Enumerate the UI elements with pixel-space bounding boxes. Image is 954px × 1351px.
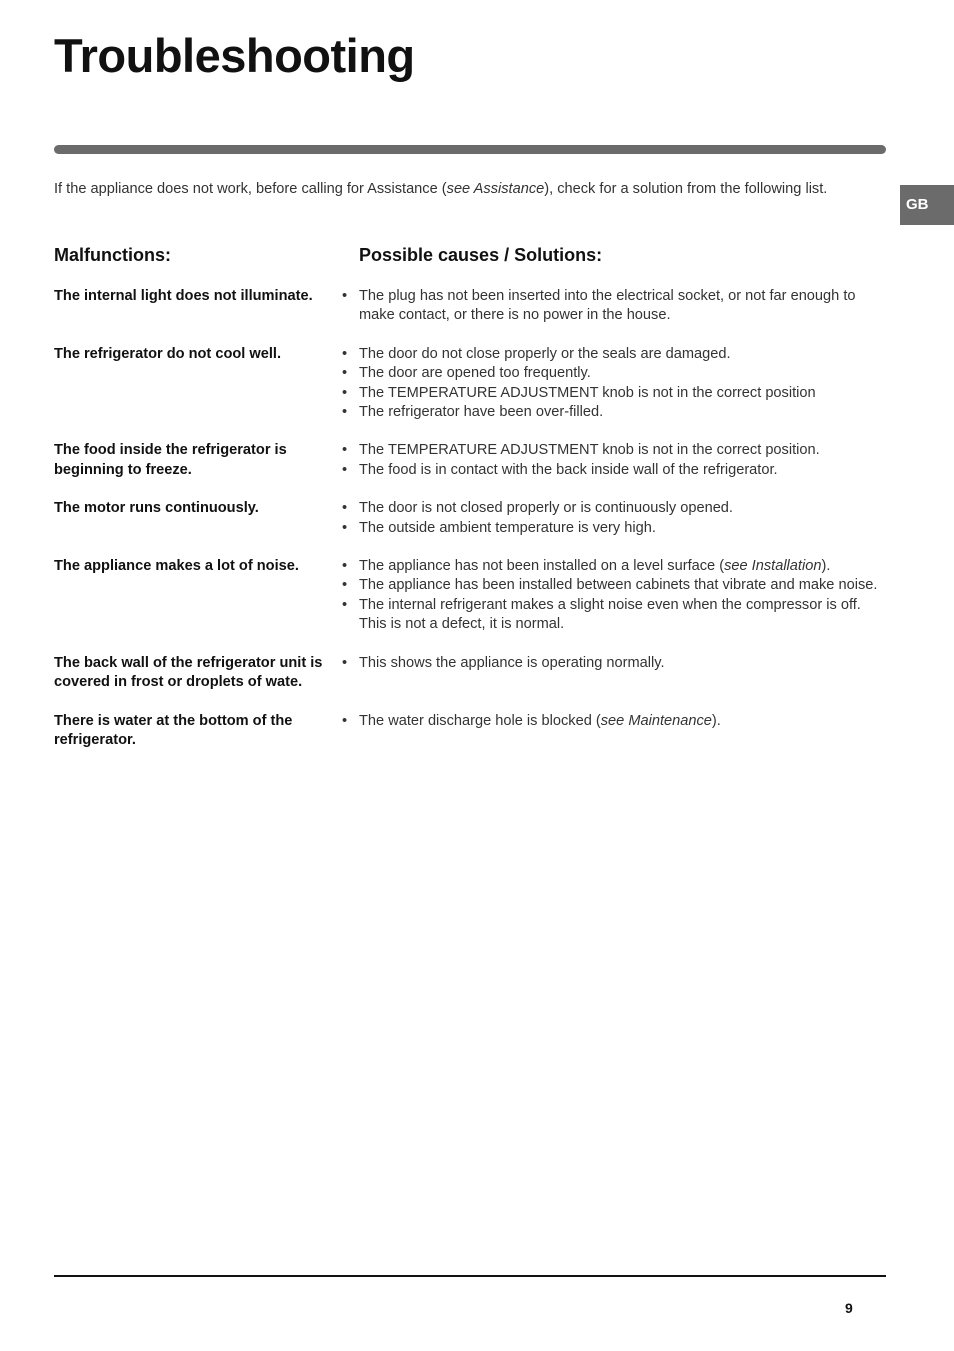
language-tab: GB	[900, 185, 954, 225]
cause-text: This shows the appliance is operating normally.	[359, 654, 665, 671]
malfunction-text: The internal light does not illuminate.	[54, 288, 313, 304]
cause-item	[342, 441, 888, 460]
cause-item	[342, 287, 888, 326]
troubleshooting-table	[54, 287, 888, 769]
causes-list	[342, 712, 888, 751]
cause-item	[342, 403, 888, 422]
table-row	[54, 499, 888, 538]
cause-item	[342, 576, 888, 595]
malfunction-text: The food inside the refrigerator is beginning to freeze.	[54, 442, 287, 478]
cause-text: ).	[711, 712, 721, 729]
cause-text: The refrigerator have been over-filled.	[359, 404, 604, 421]
cause-item	[342, 557, 888, 576]
cause-item	[342, 712, 888, 731]
cause-text: The internal refrigerant makes a slight noise even when the compressor is off. This is not a defect, it is normal.	[359, 596, 861, 633]
causes-list	[342, 345, 888, 423]
malfunction-text: There is water at the bottom of the refrigerator.	[54, 712, 293, 748]
intro-text-before: If the appliance does not work, before calling for Assistance (	[54, 181, 447, 197]
table-row	[54, 557, 888, 635]
footer-divider	[54, 1275, 886, 1277]
intro-reference: see Assistance	[446, 181, 545, 197]
table-row	[54, 287, 888, 326]
cause-text: The plug has not been inserted into the electrical socket, or not far enough to make contact, or there is no power in the house.	[359, 288, 856, 324]
cause-text: The outside ambient temperature is very high.	[359, 519, 656, 536]
cause-text: The water discharge hole is blocked (	[359, 712, 601, 729]
causes-list	[342, 654, 888, 693]
cause-text: The food is in contact with the back inside wall of the refrigerator.	[359, 461, 778, 478]
cause-item	[342, 519, 888, 538]
page-number: 9	[845, 1300, 853, 1316]
cause-text: The door is not closed properly or is continuously opened.	[359, 500, 733, 517]
causes-list	[342, 441, 888, 480]
causes-list	[342, 287, 888, 326]
cause-text: The TEMPERATURE ADJUSTMENT knob is not in the correct position.	[359, 442, 820, 459]
cause-text: The appliance has not been installed on a level surface (	[359, 558, 725, 575]
cause-item	[342, 596, 888, 635]
cause-text: The appliance has been installed between cabinets that vibrate and make noise.	[359, 577, 878, 594]
causes-heading: Possible causes / Solutions:	[359, 245, 603, 265]
intro-text-after: ), check for a solution from the following list.	[544, 181, 828, 197]
causes-list	[342, 499, 888, 538]
malfunction-text: The back wall of the refrigerator unit is covered in frost or droplets of wate.	[54, 654, 323, 691]
cause-item	[342, 461, 888, 480]
cause-text: ).	[821, 558, 831, 575]
cause-item	[342, 654, 888, 673]
cause-item	[342, 384, 888, 403]
page-title: Troubleshooting	[54, 29, 415, 82]
cause-text: The door do not close properly or the seals are damaged.	[359, 345, 731, 362]
cause-reference: see Installation	[724, 558, 822, 575]
table-row	[54, 654, 888, 693]
malfunctions-heading: Malfunctions:	[54, 245, 171, 265]
causes-list	[342, 557, 888, 635]
title-divider	[54, 145, 886, 154]
cause-text: The TEMPERATURE ADJUSTMENT knob is not in the correct position	[359, 384, 816, 401]
cause-item	[342, 345, 888, 364]
malfunction-text: The motor runs continuously.	[54, 500, 259, 517]
table-row	[54, 712, 888, 751]
table-row	[54, 441, 888, 480]
cause-item	[342, 499, 888, 518]
cause-text: The door are opened too frequently.	[359, 365, 591, 382]
intro-paragraph	[54, 181, 894, 197]
table-row	[54, 345, 888, 423]
cause-reference: see Maintenance	[600, 712, 712, 729]
malfunction-text: The refrigerator do not cool well.	[54, 345, 282, 362]
cause-item	[342, 364, 888, 383]
malfunction-text: The appliance makes a lot of noise.	[54, 558, 299, 575]
